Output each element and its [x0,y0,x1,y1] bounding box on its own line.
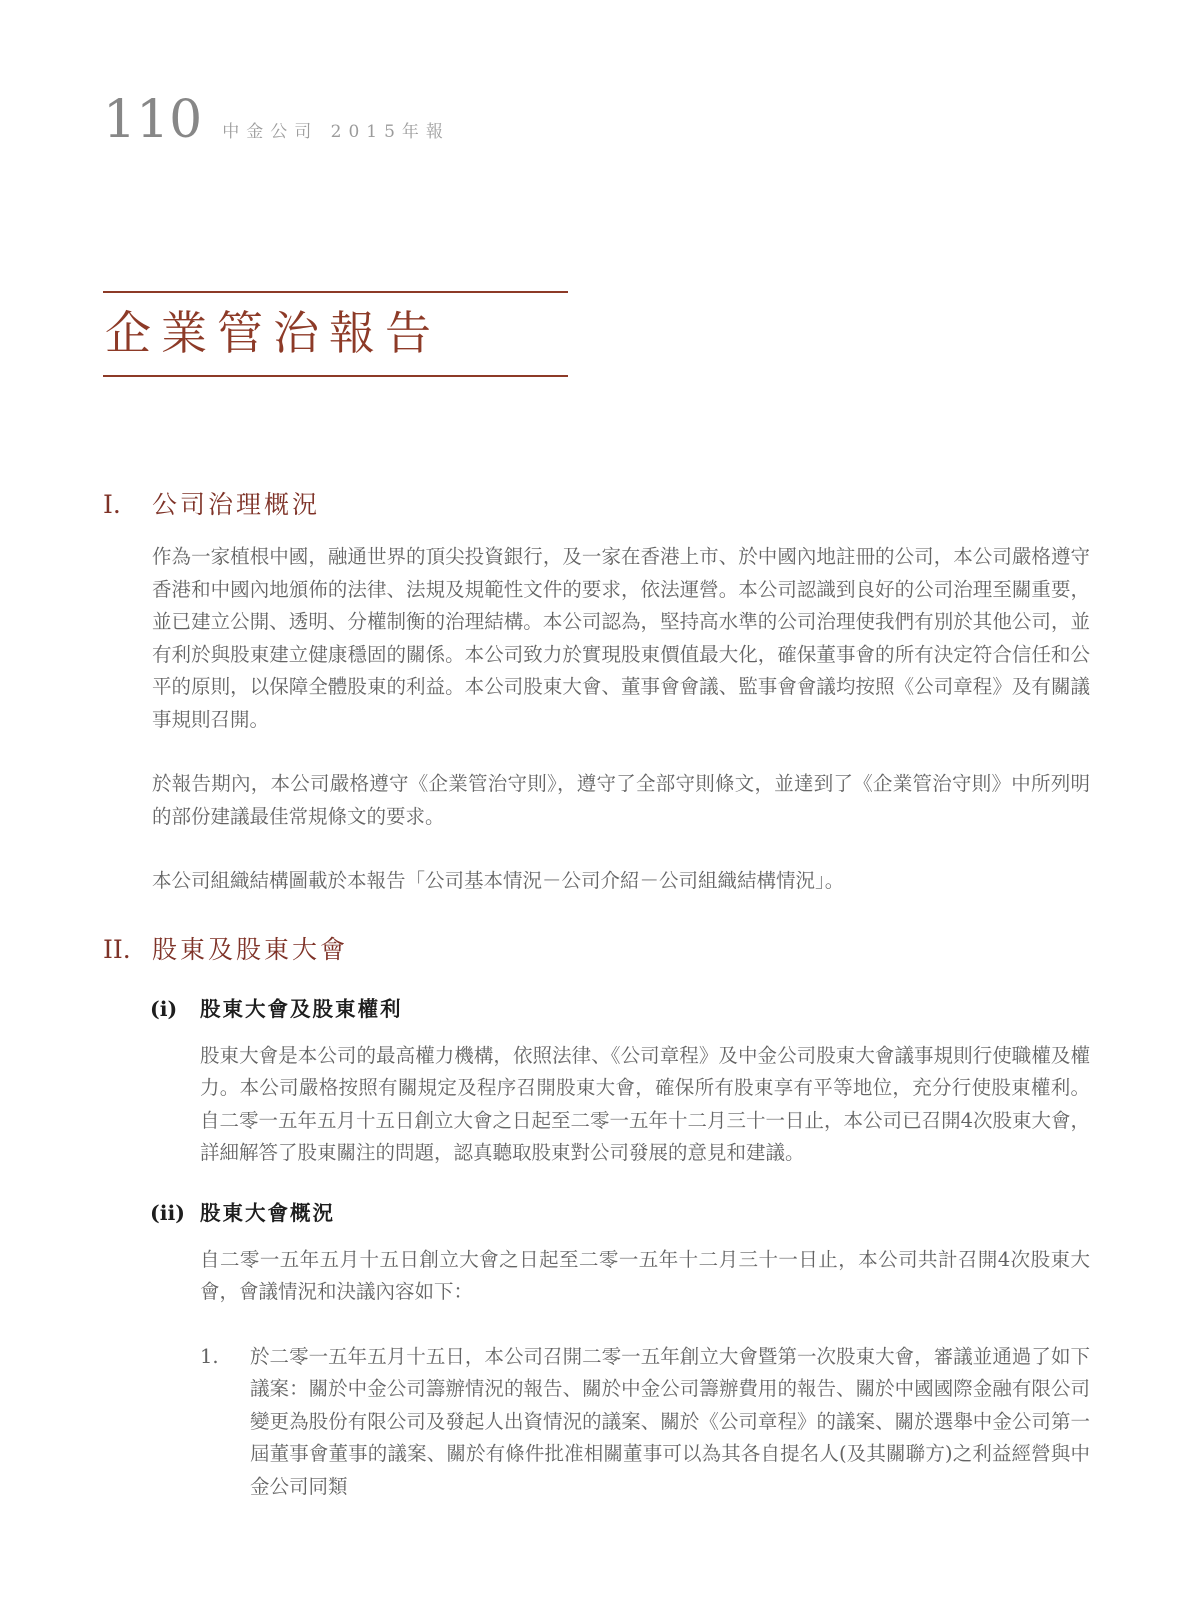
section-title: 股東及股東大會 [152,934,349,964]
paragraph: 於報告期內，本公司嚴格遵守《企業管治守則》，遵守了全部守則條文，並達到了《企業管治守則》中所列明的部份建議最佳常規條文的要求。 [152,772,1090,828]
subsection-heading-ii [150,1198,1090,1228]
subsection-heading-i [150,994,1090,1024]
brand-name: 中金公司 2015年報 [222,122,450,142]
section-number: I. [103,490,121,519]
subsection-label: (ii) [150,1200,185,1225]
list-item-text: 於二零一五年五月十五日，本公司召開二零一五年創立大會暨第一次股東大會，審議並通過了如下議案：關於中金公司籌辦情況的報告、關於中金公司籌辦費用的報告、關於中國國際金融有限公司變更為股份有限公司及發起人出資情況的議案、關於《公司章程》的議案、關於選舉中金公司第一屆董事會董事的議案、關於有條件批准相關董事可以為其各自提名人(及其關聯方)之利益經營與中金公司同類 [250,1344,1090,1498]
list-item-number: 1. [200,1344,219,1368]
paragraph: 自二零一五年五月十五日創立大會之日起至二零一五年十二月三十一日止，本公司共計召開4次股東大會，會議情況和決議內容如下： [200,1247,1090,1303]
report-title-block [103,291,568,377]
subsection-i-body [200,1040,1090,1170]
section-1-body [152,541,1090,898]
section-heading-1 [103,489,1090,521]
subsection-title: 股東大會及股東權利 [200,996,403,1021]
list-item-1 [200,1341,1090,1504]
subsection-label: (i) [150,996,178,1021]
section-title: 公司治理概況 [152,490,321,519]
paragraph: 作為一家植根中國，融通世界的頂尖投資銀行，及一家在香港上市、於中國內地註冊的公司，本公司嚴格遵守香港和中國內地頒佈的法律、法規及規範性文件的要求，依法運營。本公司認識到良好的公司治理至關重要，並已建立公開、透明、分權制衡的治理結構。本公司認為，堅持高水準的公司治理使我們有別於其他公司，並有利於與股東建立健康穩固的關係。本公司致力於實現股東價值最大化，確保董事會的所有決定符合信任和公平的原則，以保障全體股東的利益。本公司股東大會、董事會會議、監事會會議均按照《公司章程》及有關議事規則召開。 [152,545,1090,731]
report-title: 企業管治報告 [105,306,441,360]
section-heading-2 [103,934,1090,966]
subsection-ii-body [200,1244,1090,1309]
subsection-title: 股東大會概況 [200,1200,335,1225]
paragraph: 股東大會是本公司的最高權力機構，依照法律、《公司章程》及中金公司股東大會議事規則行使職權及權力。本公司嚴格按照有關規定及程序召開股東大會，確保所有股東享有平等地位，充分行使股東權利。自二零一五年五月十五日創立大會之日起至二零一五年十二月三十一日止，本公司已召開4次股東大會，詳細解答了股東關注的問題，認真聽取股東對公司發展的意見和建議。 [200,1043,1090,1164]
section-number: II. [103,934,131,964]
running-header [103,92,1090,148]
paragraph: 本公司組織結構圖載於本報告「公司基本情況－公司介紹－公司組織結構情況」。 [152,869,845,892]
page-number: 110 [103,90,203,150]
